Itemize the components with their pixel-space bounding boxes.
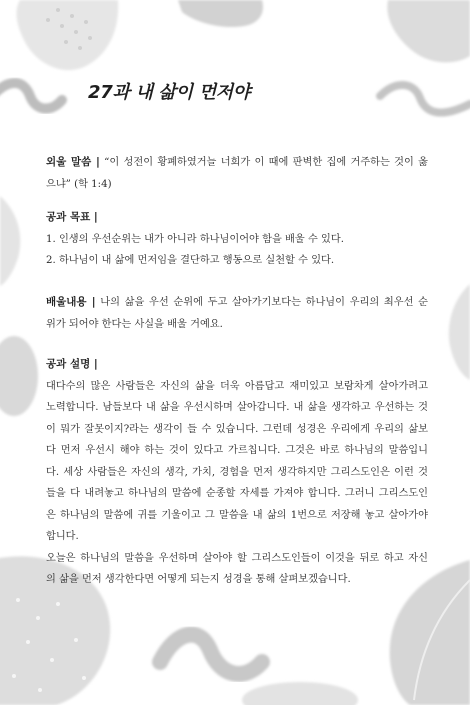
lesson-goal-item: 2. 하나님이 내 삶에 먼저임을 결단하고 행동으로 실천할 수 있다. (46, 255, 335, 266)
lesson-content-line-1 (46, 292, 428, 314)
memory-verse-text-2: 으냐” (학 1:4) (46, 178, 112, 190)
explanation-line: 대다수의 많은 사람들은 자신의 삶을 더욱 아름답고 재미있고 보람차게 살아가려고 (46, 380, 428, 392)
explanation-line: 오늘은 하나님의 말씀을 우선하며 살아야 할 그리스도인들이 이것을 뒤로 하고 자신 (46, 552, 428, 564)
lesson-content-text-1: 나의 삶을 우선 순위에 두고 살아가기보다는 하나님이 우리의 최우선 순 (95, 297, 428, 308)
explanation-line: 은 하나님의 말씀에 귀를 기울이고 그 말씀을 내 삶의 1번으로 저장해 놓고 살아가야 (46, 509, 428, 521)
memory-verse-label: 외울 말씀 | (46, 156, 100, 168)
lesson-content-label: 배울내용 | (46, 296, 96, 308)
explanation-line: 다 먼저 우선시 해야 하는 것이 있다고 가르칩니다. 그것은 바로 하나님의 말씀입니 (46, 445, 428, 456)
explanation-line: 합니다. (46, 531, 79, 542)
explanation-line: 다. 세상 사람들은 자신의 생각, 가치, 경험을 먼저 생각하지만 그리스도인은 이런 것 (46, 466, 428, 478)
lesson-goals-label: 공과 목표 | (46, 211, 98, 223)
lesson-explanation-label: 공과 설명 | (46, 358, 98, 370)
lesson-goals-section (46, 207, 428, 272)
lesson-content-text-2: 위가 되어야 한다는 사실을 배울 거예요. (46, 318, 223, 330)
memory-verse-section (46, 152, 428, 195)
explanation-line: 노력합니다. 남들보다 내 삶을 우선시하며 살아갑니다. 내 삶을 생각하고 우선하는 것 (46, 402, 428, 413)
lesson-goal-item: 1. 인생의 우선순위는 내가 아니라 하나님이어야 함을 배울 수 있다. (46, 233, 344, 245)
memory-verse-line-1 (46, 152, 428, 174)
explanation-line: 의 삶을 먼저 생각한다면 어떻게 되는지 성경을 통해 살펴보겠습니다. (46, 574, 351, 585)
explanation-line: 들을 다 내려놓고 하나님의 말씀에 순종할 자세를 가져야 합니다. 그러니 그리스도인 (46, 488, 428, 499)
explanation-line: 이 뭐가 잘못이지?라는 생각이 들 수 있습니다. 그런데 성경은 우리에게 우리의 삶보 (46, 423, 428, 435)
lesson-explanation-section (46, 354, 428, 591)
memory-verse-text-1: “이 성전이 황폐하였거늘 너희가 이 때에 판벽한 집에 거주하는 것이 옳 (99, 157, 428, 168)
lesson-content-section (46, 292, 428, 335)
page-title: 27과 내 삶이 먼저야 (88, 82, 250, 103)
